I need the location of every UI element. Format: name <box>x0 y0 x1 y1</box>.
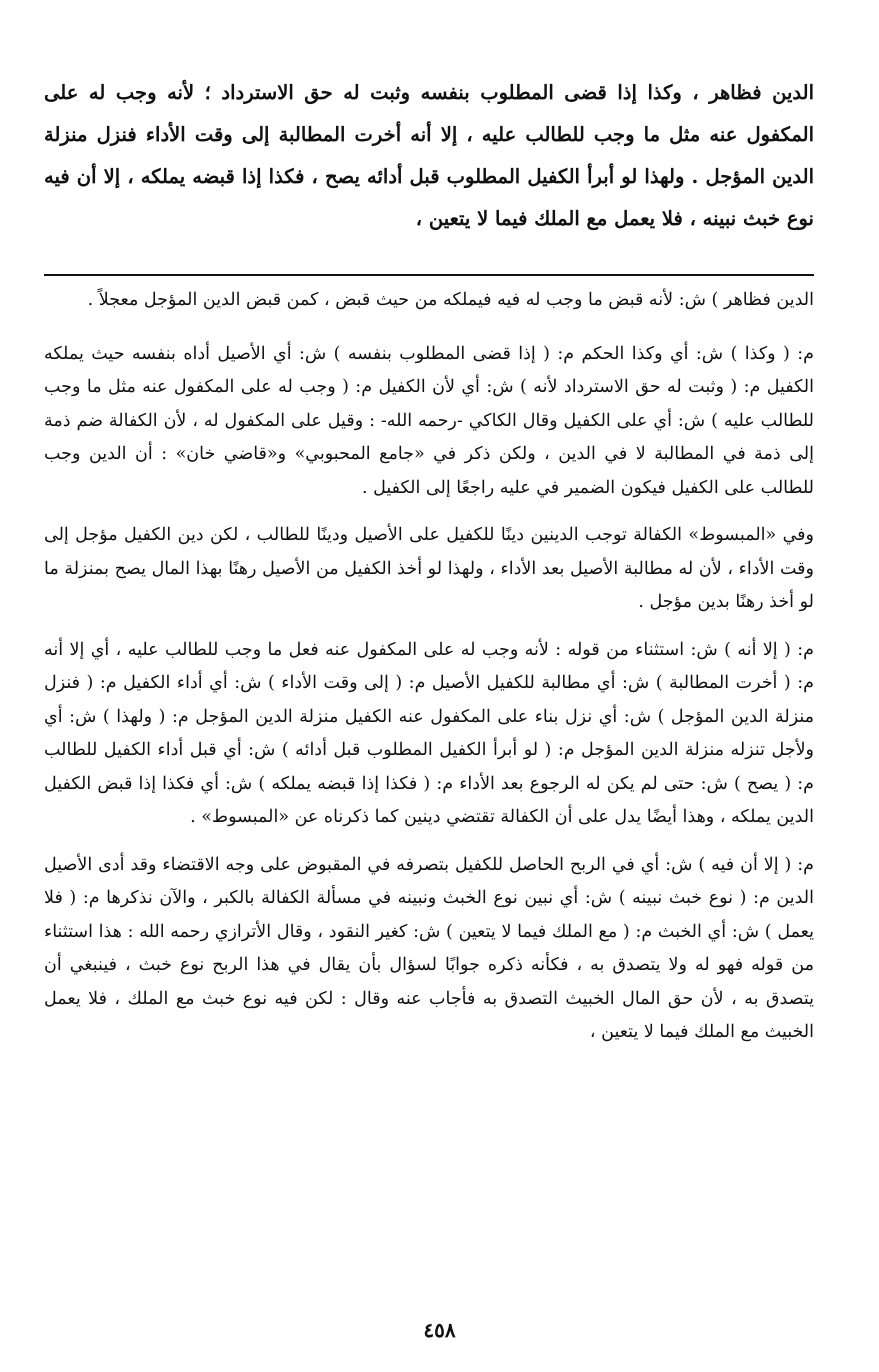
page-number: ٤٥٨ <box>423 1318 456 1342</box>
divider-line <box>44 274 814 276</box>
commentary-paragraph-4: م: ( إلا أنه ) ش: استثناء من قوله : لأنه وجب له على المكفول عنه فعل ما وجب للطالب عليه ، أي إلا أنه م: ( أخرت المطالبة ) ش: أي مطالبة للكفيل الأصيل م: ( إلى وقت الأداء ) ش: أي أداء الكفيل م: ( فنزل منزلة الدين المؤجل ) ش: أي نزل بناء على المكفول عنه الكفيل منزلة الدين المؤجل م: ( ولهذا ) ش: أي ولأجل تنزله منزلة الدين المؤجل م: ( لو أبرأ الكفيل المطلوب قبل أدائه ) ش: أي قبل أداء الكفيل للطالب م: ( يصح ) ش: حتى لم يكن له الرجوع بعد الأداء م: ( فكذا إذا قبضه يملكه ) ش: أي فكذا إذا قبض الكفيل الدين يملكه ، وهذا أيضًا يدل على أن الكفالة تقتضي دينين كما ذكرناه عن «المبسوط» . <box>44 639 814 827</box>
page-body <box>44 72 814 1064</box>
commentary <box>44 284 814 1050</box>
commentary-paragraph-2: م: ( وكذا ) ش: أي وكذا الحكم م: ( إذا قضى المطلوب بنفسه ) ش: أي الأصيل أداه بنفسه حيث يملكه الكفيل م: ( وثبت له حق الاسترداد لأنه ) ش: أي لأن الكفيل م: ( وجب له على المكفول عنه مثل ما وجب للطالب عليه ) ش: أي على الكفيل وقال الكاكي -رحمه الله- : وقيل على المكفول له ، لأن الكفالة ضم ذمة إلى ذمة في المطالبة لا في الدين ، ولكن ذكر في «جامع المحبوبي» و«قاضي خان» : أن الدين وجب للطالب على الكفيل فيكون الضمير في عليه راجعًا إلى الكفيل . <box>44 343 814 498</box>
commentary-paragraph-3: وفي «المبسوط» الكفالة توجب الدينين دينًا للكفيل على الأصيل ودينًا للطالب ، لكن دين الكفيل مؤجل إلى وقت الأداء ، لأن له مطالبة الأصيل بعد الأداء ، ولهذا لو أخذ الكفيل من الأصيل رهنًا بهذا المال يصح بمنزلة ما لو أخذ رهنًا بدين مؤجل . <box>44 525 814 612</box>
main-text: الدين فظاهر ، وكذا إذا قضى المطلوب بنفسه وثبت له حق الاسترداد ؛ لأنه وجب له على المكفول عنه مثل ما وجب للطالب عليه ، إلا أنه أخرت المطالبة إلى وقت الأداء فنزل منزلة الدين المؤجل . ولهذا لو أبرأ الكفيل المطلوب قبل أدائه يصح ، فكذا إذا قبضه يملكه ، إلا أن فيه نوع خبث نبينه ، فلا يعمل مع الملك فيما لا يتعين ، <box>44 81 814 230</box>
commentary-paragraph-5: م: ( إلا أن فيه ) ش: أي في الربح الحاصل للكفيل بتصرفه في المقبوض على وجه الاقتضاء وقد أدى الأصيل الدين م: ( نوع خبث نبينه ) ش: أي نبين نوع الخبث ونبينه في مسألة الكفالة بالكبر ، والآن نذكرها م: ( فلا يعمل ) ش: أي الخبث م: ( مع الملك فيما لا يتعين ) ش: كغير النقود ، وقال الأترازي رحمه الله : هذا استثناء من قوله فهو له ولا يتصدق به ، فكأنه ذكره جوابًا لسؤال بأن يقال في هذا الربح نوع خبث ، فينبغي أن يتصدق به ، لأن حق المال الخبيث التصدق به فأجاب عنه وقال : لكن فيه نوع خبث مع الملك ، فلا يعمل الخبيث مع الملك فيما لا يتعين ، <box>44 854 814 1042</box>
commentary-paragraph-1: الدين فظاهر ) ش: لأنه قبض ما وجب له فيه فيملكه من حيث قبض ، كمن قبض الدين المؤجل معجلاً . <box>87 290 814 310</box>
